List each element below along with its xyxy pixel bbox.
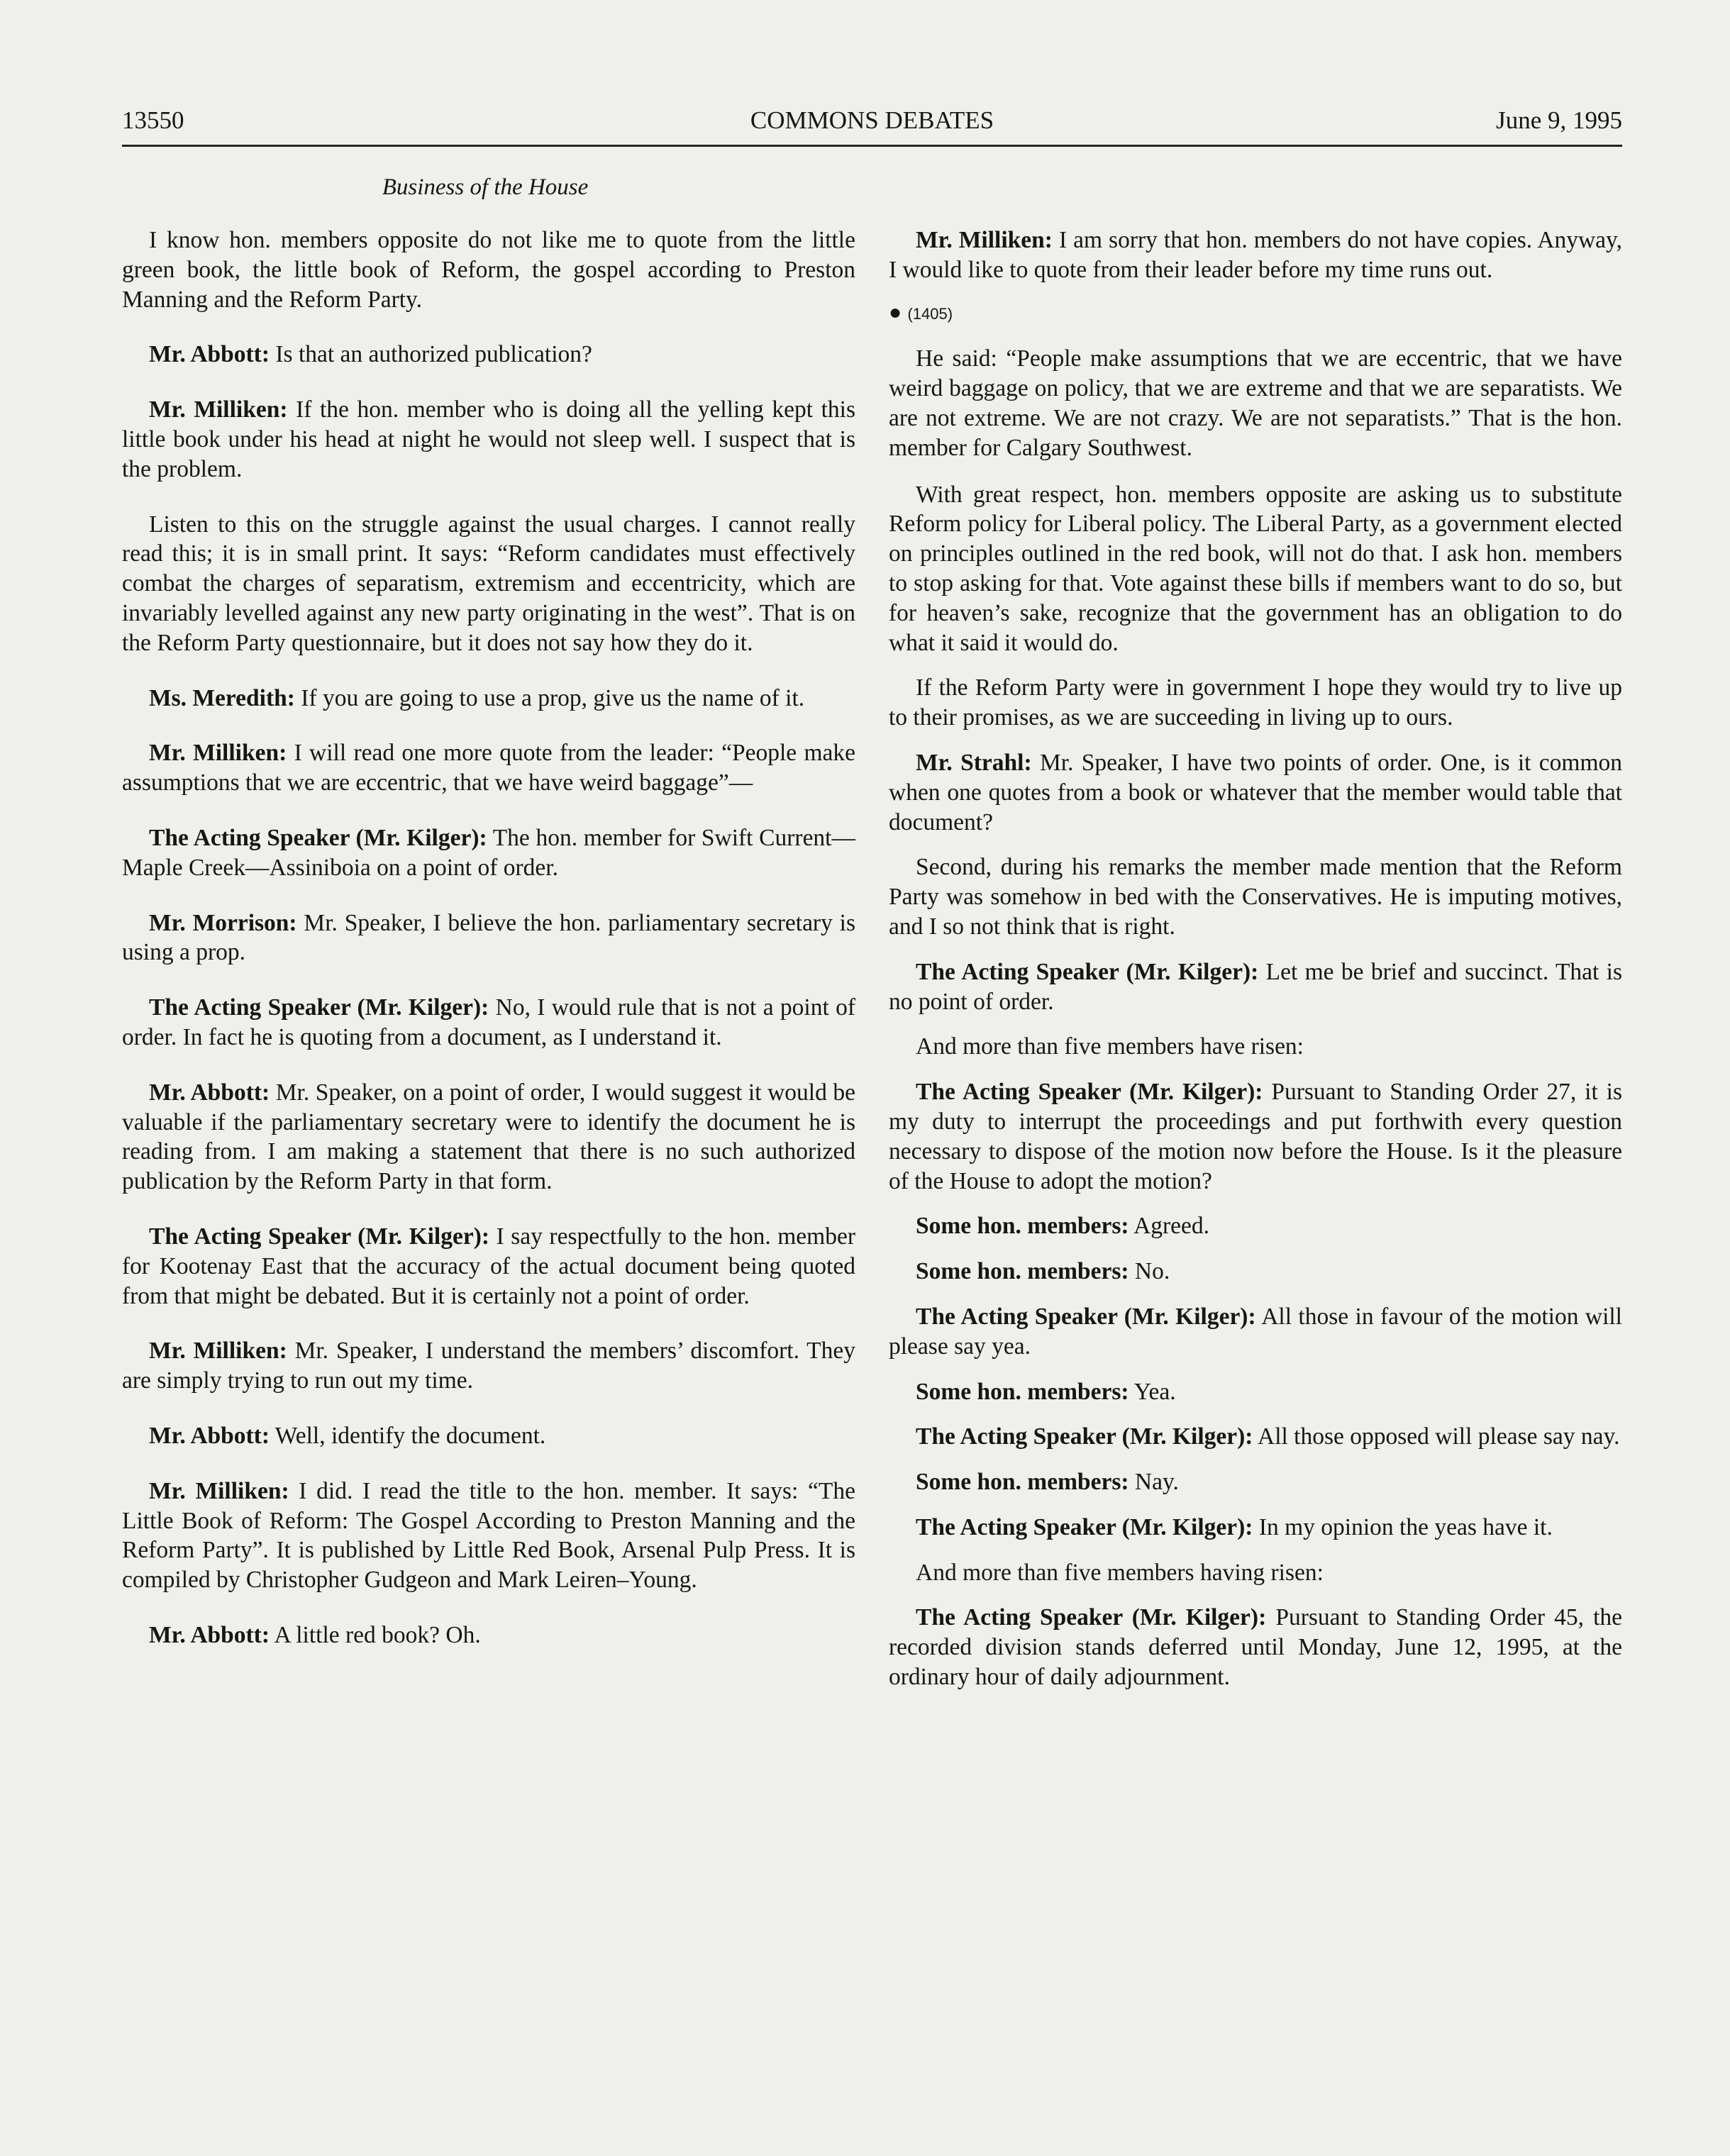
paragraph: [889, 226, 1622, 285]
speaker-name: Mr. Abbott:: [149, 1422, 270, 1449]
paragraph-text: Yea.: [1133, 1378, 1176, 1405]
paragraph-text: A little red book? Oh.: [274, 1621, 481, 1648]
paragraph-text: I did. I read the title to the hon. member. It says: “The Little Book of Reform: The Gospel According to Preston Manning and the Reform Party”. It is published by Little Red Book, Arsenal Pulp Press. It is compiled by Christopher Gudgeon and Mark Leiren–Young.: [122, 1477, 855, 1594]
paragraph: [122, 226, 855, 314]
paragraph-text: Nay.: [1134, 1469, 1179, 1496]
paragraph-text: Pursuant to Standing Order 27, it is my duty to interrupt the proceedings and put forthwith every question necessary to dispose of the motion now before the House. Is it the pleasure of the House to adopt the motion?: [889, 1079, 1622, 1194]
paragraph: [889, 480, 1622, 658]
speaker-name: Some hon. members:: [916, 1469, 1129, 1496]
paragraph-text: All those opposed will please say nay.: [1258, 1423, 1620, 1450]
speaker-name: The Acting Speaker (Mr. Kilger):: [916, 1423, 1253, 1450]
paragraph: [889, 1603, 1622, 1691]
paragraph: [122, 1336, 855, 1396]
time-marker: [889, 298, 1622, 329]
paragraph: [122, 738, 855, 798]
paragraph-text: If the Reform Party were in government I hope they would try to live up to their promises, as we are succeeding in living up to ours.: [889, 674, 1622, 731]
paragraph-text: Second, during his remarks the member made mention that the Reform Party was somehow in bed with the Conservatives. He is imputing motives, and I so not think that is right.: [889, 854, 1622, 940]
publication-date: June 9, 1995: [1496, 106, 1622, 134]
paragraph: [122, 684, 855, 713]
paragraph: [122, 340, 855, 369]
paragraph: [122, 1078, 855, 1196]
paragraph-text: Mr. Speaker, I have two points of order. One, is it common when one quotes from a book or whatever that the member would table that document?: [889, 749, 1622, 835]
speaker-name: Mr. Milliken:: [149, 396, 288, 423]
speaker-name: Mr. Strahl:: [916, 749, 1032, 776]
paragraph-text: Mr. Speaker, I understand the members’ discomfort. They are simply trying to run out my time.: [122, 1338, 855, 1394]
speaker-name: Some hon. members:: [916, 1378, 1129, 1405]
paragraph-text: Mr. Speaker, on a point of order, I would suggest it would be valuable if the parliamentary secretary were to identify the document he is reading from. I am making a statement that there is no such authorized publication by the Reform Party in that form.: [122, 1079, 856, 1195]
paragraph-text: Well, identify the document.: [275, 1422, 546, 1449]
paragraph: [889, 1257, 1622, 1287]
bullet-icon: ●: [889, 300, 908, 324]
paragraph: [122, 1477, 855, 1595]
paragraph: [889, 748, 1622, 837]
paragraph: [122, 1421, 855, 1451]
paragraph-text: No.: [1134, 1258, 1170, 1285]
paragraph-text: In my opinion the yeas have it.: [1258, 1513, 1553, 1540]
speaker-name: The Acting Speaker (Mr. Kilger):: [916, 1079, 1263, 1106]
speaker-name: Mr. Milliken:: [149, 1477, 289, 1504]
speaker-name: The Acting Speaker (Mr. Kilger):: [916, 1513, 1253, 1540]
paragraph-text: And more than five members having risen:: [916, 1559, 1324, 1586]
paragraph-text: All those in favour of the motion will please say yea.: [889, 1303, 1622, 1360]
paragraph: [122, 1621, 855, 1650]
paragraph: [122, 993, 855, 1052]
paragraph-text: I am sorry that hon. members do not have copies. Anyway, I would like to quote from their leader before my time runs out.: [889, 227, 1622, 283]
paragraph-text: I will read one more quote from the leader: “People make assumptions that we are eccentric, that we have weird baggage”—: [122, 740, 855, 796]
left-column: [122, 226, 855, 1650]
paragraph-text: Is that an authorized publication?: [275, 341, 592, 368]
paragraph-text: Listen to this on the struggle against the usual charges. I cannot really read this; it is in small print. It says: “Reform candidates must effectively combat the charges of separatism, extremism and eccentricity, which are invariably levelled against any new party originating in the west”. That is on the Reform Party questionnaire, but it does not say how they do it.: [122, 511, 855, 656]
paragraph: [889, 1467, 1622, 1497]
paragraph-text: With great respect, hon. members opposite are asking us to substitute Reform policy for Liberal policy. The Liberal Party, as a government elected on principles outlined in the red book, will not do that. I ask hon. members to stop asking for that. Vote against these bills if members want to do so, but for heaven’s sake, recognize that the government has an obligation to do what it said it would do.: [889, 481, 1622, 656]
paragraph: [889, 852, 1622, 941]
paragraph-text: If the hon. member who is doing all the yelling kept this little book under his head at night he would not sleep well. I suspect that is the problem.: [122, 396, 856, 482]
paragraph: [889, 1513, 1622, 1543]
paragraph-text: Pursuant to Standing Order 45, the recorded division stands deferred until Monday, June 12, 1995, at the ordinary hour of daily adjournment.: [889, 1604, 1622, 1691]
section-title: Business of the House: [382, 174, 589, 200]
paragraph-text: I know hon. members opposite do not like me to quote from the little green book, the little book of Reform, the gospel according to Preston Manning and the Reform Party.: [122, 227, 855, 313]
speaker-name: Mr. Morrison:: [149, 909, 297, 936]
paragraph-text: Agreed.: [1133, 1213, 1210, 1240]
paragraph-text: If you are going to use a prop, give us the name of it.: [301, 684, 805, 711]
paragraph: [889, 1377, 1622, 1407]
paragraph: [889, 1422, 1622, 1452]
page-number: 13550: [122, 106, 184, 134]
paragraph: [122, 908, 855, 968]
paragraph-text: No, I would rule that is not a point of order. In fact he is quoting from a document, as I understand it.: [122, 994, 855, 1050]
speaker-name: Mr. Abbott:: [149, 1079, 270, 1106]
speaker-name: The Acting Speaker (Mr. Kilger):: [149, 824, 487, 851]
paragraph-text: I say respectfully to the hon. member for Kootenay East that the accuracy of the actual document being quoted from that might be debated. But it is certainly not a point of order.: [122, 1223, 856, 1309]
speaker-name: The Acting Speaker (Mr. Kilger):: [916, 1303, 1256, 1330]
paragraph: [122, 510, 855, 658]
paragraph: [122, 1222, 855, 1311]
speaker-name: Mr. Abbott:: [149, 341, 270, 368]
paragraph: [889, 1558, 1622, 1588]
speaker-name: The Acting Speaker (Mr. Kilger):: [916, 1604, 1267, 1631]
paragraph-text: He said: “People make assumptions that we are eccentric, that we have weird baggage on policy, that we are extreme and that we are separatists. We are not extreme. We are not crazy. We are not separatists.” That is the hon. member for Calgary Southwest.: [889, 345, 1622, 461]
speaker-name: Mr. Milliken:: [149, 1338, 287, 1365]
paragraph: [889, 673, 1622, 733]
speaker-name: Some hon. members:: [916, 1258, 1129, 1285]
right-column: [889, 226, 1622, 1692]
speaker-name: Some hon. members:: [916, 1213, 1129, 1240]
paragraph: [122, 823, 855, 883]
speaker-name: The Acting Speaker (Mr. Kilger):: [916, 958, 1259, 985]
speaker-name: Mr. Milliken:: [916, 227, 1053, 253]
speaker-name: The Acting Speaker (Mr. Kilger):: [149, 1223, 490, 1250]
speaker-name: Ms. Meredith:: [149, 684, 295, 711]
paragraph: [889, 344, 1622, 462]
paragraph: [889, 1211, 1622, 1241]
time-marker-text: (1405): [907, 304, 953, 323]
paragraph-text: The hon. member for Swift Current—Maple Creek—Assiniboia on a point of order.: [122, 824, 855, 881]
speaker-name: Mr. Abbott:: [149, 1621, 270, 1648]
paragraph: [122, 395, 855, 484]
paragraph-text: Mr. Speaker, I believe the hon. parliamentary secretary is using a prop.: [122, 909, 856, 966]
paragraph: [889, 1302, 1622, 1362]
paragraph: [889, 957, 1622, 1017]
paragraph-text: And more than five members have risen:: [916, 1033, 1304, 1060]
paragraph: [889, 1077, 1622, 1196]
paragraph: [889, 1032, 1622, 1062]
speaker-name: Mr. Milliken:: [149, 740, 287, 767]
page-header: [122, 102, 1622, 147]
publication-title: COMMONS DEBATES: [750, 106, 994, 134]
speaker-name: The Acting Speaker (Mr. Kilger):: [149, 994, 489, 1021]
paragraph-text: Let me be brief and succinct. That is no point of order.: [889, 958, 1623, 1015]
